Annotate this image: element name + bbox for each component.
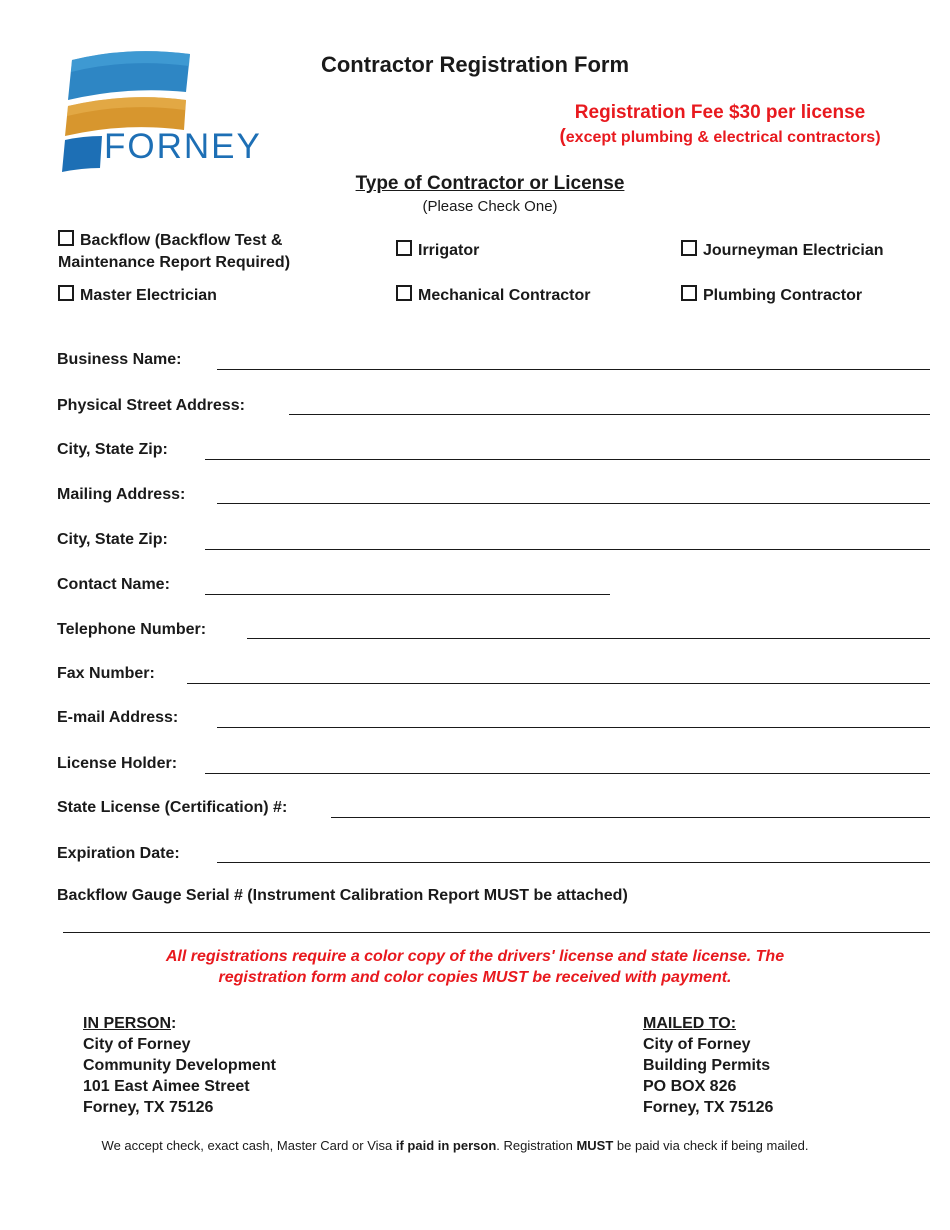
physical-address-label: Physical Street Address: xyxy=(57,397,245,414)
option-irrigator[interactable] xyxy=(396,240,479,262)
option-label: Journeyman Electrician xyxy=(703,242,884,259)
telephone-field[interactable] xyxy=(247,638,930,639)
telephone-label: Telephone Number: xyxy=(57,621,207,638)
option-label: Irrigator xyxy=(418,242,480,259)
address-line: Community Development xyxy=(83,1057,276,1074)
footer-bold: if paid in person xyxy=(395,1138,497,1153)
address-line: City of Forney xyxy=(83,1036,191,1053)
checkbox[interactable] xyxy=(58,285,74,301)
fee-paren: ( xyxy=(559,126,566,147)
contact-name-field[interactable] xyxy=(205,594,610,595)
address-line: City of Forney xyxy=(643,1036,751,1053)
backflow-gauge-label: Backflow Gauge Serial # (Instrument Calibration Report MUST be attached) xyxy=(57,887,628,904)
in-person-colon: : xyxy=(171,1015,177,1032)
physical-address-field[interactable] xyxy=(289,414,930,415)
mailed-to-address xyxy=(643,1013,773,1118)
fee-line2-text: except plumbing & electrical contractors) xyxy=(565,129,881,146)
type-subheading: (Please Check One) xyxy=(422,198,558,215)
fax-field[interactable] xyxy=(187,683,930,684)
city-state-zip-field[interactable] xyxy=(205,459,930,460)
license-holder-label: License Holder: xyxy=(57,755,178,772)
option-journeyman-electrician[interactable] xyxy=(681,240,884,262)
option-label: Mechanical Contractor xyxy=(418,287,591,304)
state-license-field[interactable] xyxy=(331,817,930,818)
option-label: Plumbing Contractor xyxy=(703,287,863,304)
checkbox[interactable] xyxy=(681,285,697,301)
address-line: Building Permits xyxy=(643,1057,771,1074)
mailing-city-state-zip-label: City, State Zip: xyxy=(57,531,168,548)
checkbox[interactable] xyxy=(396,285,412,301)
checkbox[interactable] xyxy=(58,230,74,246)
option-master-electrician[interactable] xyxy=(58,285,217,307)
option-backflow[interactable] xyxy=(58,230,290,274)
fee-line1: Registration Fee $30 per license xyxy=(574,102,866,123)
footer-text: be paid via check if being mailed. xyxy=(613,1138,809,1153)
option-mechanical-contractor[interactable] xyxy=(396,285,590,307)
contact-name-label: Contact Name: xyxy=(57,576,170,593)
mailing-city-state-zip-field[interactable] xyxy=(205,549,930,550)
note-line1: All registrations require a color copy of the drivers' license and state license. The xyxy=(165,948,785,965)
option-label: Master Electrician xyxy=(80,287,217,304)
address-line: Forney, TX 75126 xyxy=(643,1099,774,1116)
expiration-date-label: Expiration Date: xyxy=(57,845,180,862)
email-label: E-mail Address: xyxy=(57,709,179,726)
city-state-zip-label: City, State Zip: xyxy=(57,441,168,458)
mailing-address-field[interactable] xyxy=(217,503,930,504)
in-person-heading: IN PERSON xyxy=(83,1015,172,1032)
option-label: Backflow (Backflow Test & xyxy=(80,232,283,249)
in-person-address xyxy=(83,1013,276,1118)
option-label-line2: Maintenance Report Required) xyxy=(58,254,291,271)
business-name-field[interactable] xyxy=(217,369,930,370)
backflow-gauge-field[interactable] xyxy=(63,932,930,933)
mailed-heading: MAILED TO: xyxy=(643,1015,737,1032)
address-line: PO BOX 826 xyxy=(643,1078,737,1095)
expiration-date-field[interactable] xyxy=(217,862,930,863)
email-field[interactable] xyxy=(217,727,930,728)
footer-text: We accept check, exact cash, Master Card or Visa xyxy=(101,1138,396,1153)
business-name-label: Business Name: xyxy=(57,351,182,368)
footer-bold: MUST xyxy=(576,1138,614,1153)
requirements-note xyxy=(60,946,890,988)
fee-line2 xyxy=(520,126,920,148)
option-plumbing-contractor[interactable] xyxy=(681,285,862,307)
checkbox[interactable] xyxy=(396,240,412,256)
footer-text: . Registration xyxy=(496,1138,577,1153)
address-line: 101 East Aimee Street xyxy=(83,1078,250,1095)
address-line: Forney, TX 75126 xyxy=(83,1099,214,1116)
type-heading: Type of Contractor or License xyxy=(355,173,625,194)
registration-fee xyxy=(520,102,920,148)
page-title: Contractor Registration Form xyxy=(320,52,630,77)
checkbox[interactable] xyxy=(681,240,697,256)
payment-footer xyxy=(0,1138,910,1153)
mailing-address-label: Mailing Address: xyxy=(57,486,186,503)
state-license-label: State License (Certification) #: xyxy=(57,799,288,816)
fax-label: Fax Number: xyxy=(57,665,155,682)
license-holder-field[interactable] xyxy=(205,773,930,774)
note-line2: registration form and color copies MUST be received with payment. xyxy=(218,969,732,986)
logo-text: FORNEY xyxy=(104,127,262,166)
